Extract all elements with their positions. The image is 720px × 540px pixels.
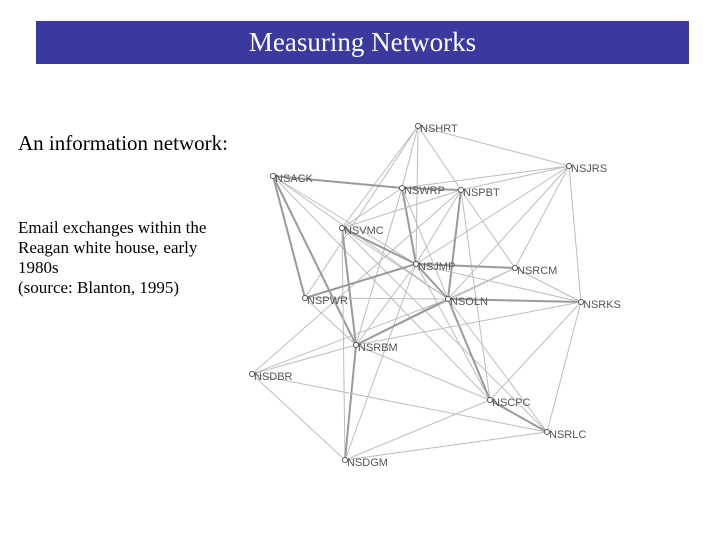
node-label-nsoln: NSOLN xyxy=(450,296,488,308)
edge-nshrt-nspwr xyxy=(305,126,418,298)
intro-text: An information network: xyxy=(18,131,228,155)
description-line: Reagan white house, early xyxy=(18,238,198,257)
node-label-nsrbm: NSRBM xyxy=(358,342,398,354)
node-label-nsdbr: NSDBR xyxy=(254,371,293,383)
node-label-nscpc: NSCPC xyxy=(492,397,531,409)
edge-nsjmp-nsrbm xyxy=(356,264,416,345)
edge-nsack-nspwr xyxy=(273,176,305,298)
edge-nsvmc-nsdgm xyxy=(342,228,345,460)
edge-nsjrs-nsjmp xyxy=(416,166,569,264)
node-label-nswrp: NSWRP xyxy=(404,185,445,197)
node-label-nshrt: NSHRT xyxy=(420,123,458,135)
edge-nsrks-nsrlc xyxy=(547,302,581,432)
node-label-nsrlc: NSRLC xyxy=(549,429,587,441)
node-label-nspwr: NSPWR xyxy=(307,295,348,307)
edge-nsoln-nsrlc xyxy=(448,299,547,432)
edge-nspbt-nscpc xyxy=(461,190,490,400)
edge-nswrp-nsvmc xyxy=(342,188,402,228)
edge-nsoln-nsdbr xyxy=(252,299,448,374)
edge-nsrlc-nsdgm xyxy=(345,432,547,460)
node-label-nsack: NSACK xyxy=(275,173,313,185)
node-label-nsrcm: NSRCM xyxy=(517,265,558,277)
edge-nshrt-nswrp xyxy=(402,126,418,188)
edge-nscpc-nsdgm xyxy=(345,400,490,460)
edge-nsrbm-nsdbr xyxy=(252,345,356,374)
edge-nspbt-nsoln xyxy=(448,190,461,299)
edge-nsjmp-nspwr xyxy=(305,264,416,298)
node-label-nsjmp: NSJMP xyxy=(418,261,456,273)
node-label-nsjrs: NSJRS xyxy=(571,163,608,175)
edge-nsrbm-nsdgm xyxy=(345,345,356,460)
edge-nsjrs-nsrks xyxy=(569,166,581,302)
edge-nspbt-nsrcm xyxy=(461,190,515,268)
slide-title: Measuring Networks xyxy=(36,21,689,64)
node-label-nsrks: NSRKS xyxy=(583,299,621,311)
edge-nswrp-nsjmp xyxy=(402,188,416,264)
description-line: Email exchanges within the xyxy=(18,218,207,237)
node-label-nsvmc: NSVMC xyxy=(344,225,384,237)
edge-nsjmp-nsdgm xyxy=(345,264,416,460)
description-line: (source: Blanton, 1995) xyxy=(18,278,179,297)
node-label-nsdgm: NSDGM xyxy=(347,457,388,469)
edge-nsdbr-nsdgm xyxy=(252,374,345,460)
description-line: 1980s xyxy=(18,258,59,277)
node-label-nspbt: NSPBT xyxy=(463,187,500,199)
edge-nsoln-nsrbm xyxy=(356,299,448,345)
edge-nsjrs-nsoln xyxy=(448,166,569,299)
